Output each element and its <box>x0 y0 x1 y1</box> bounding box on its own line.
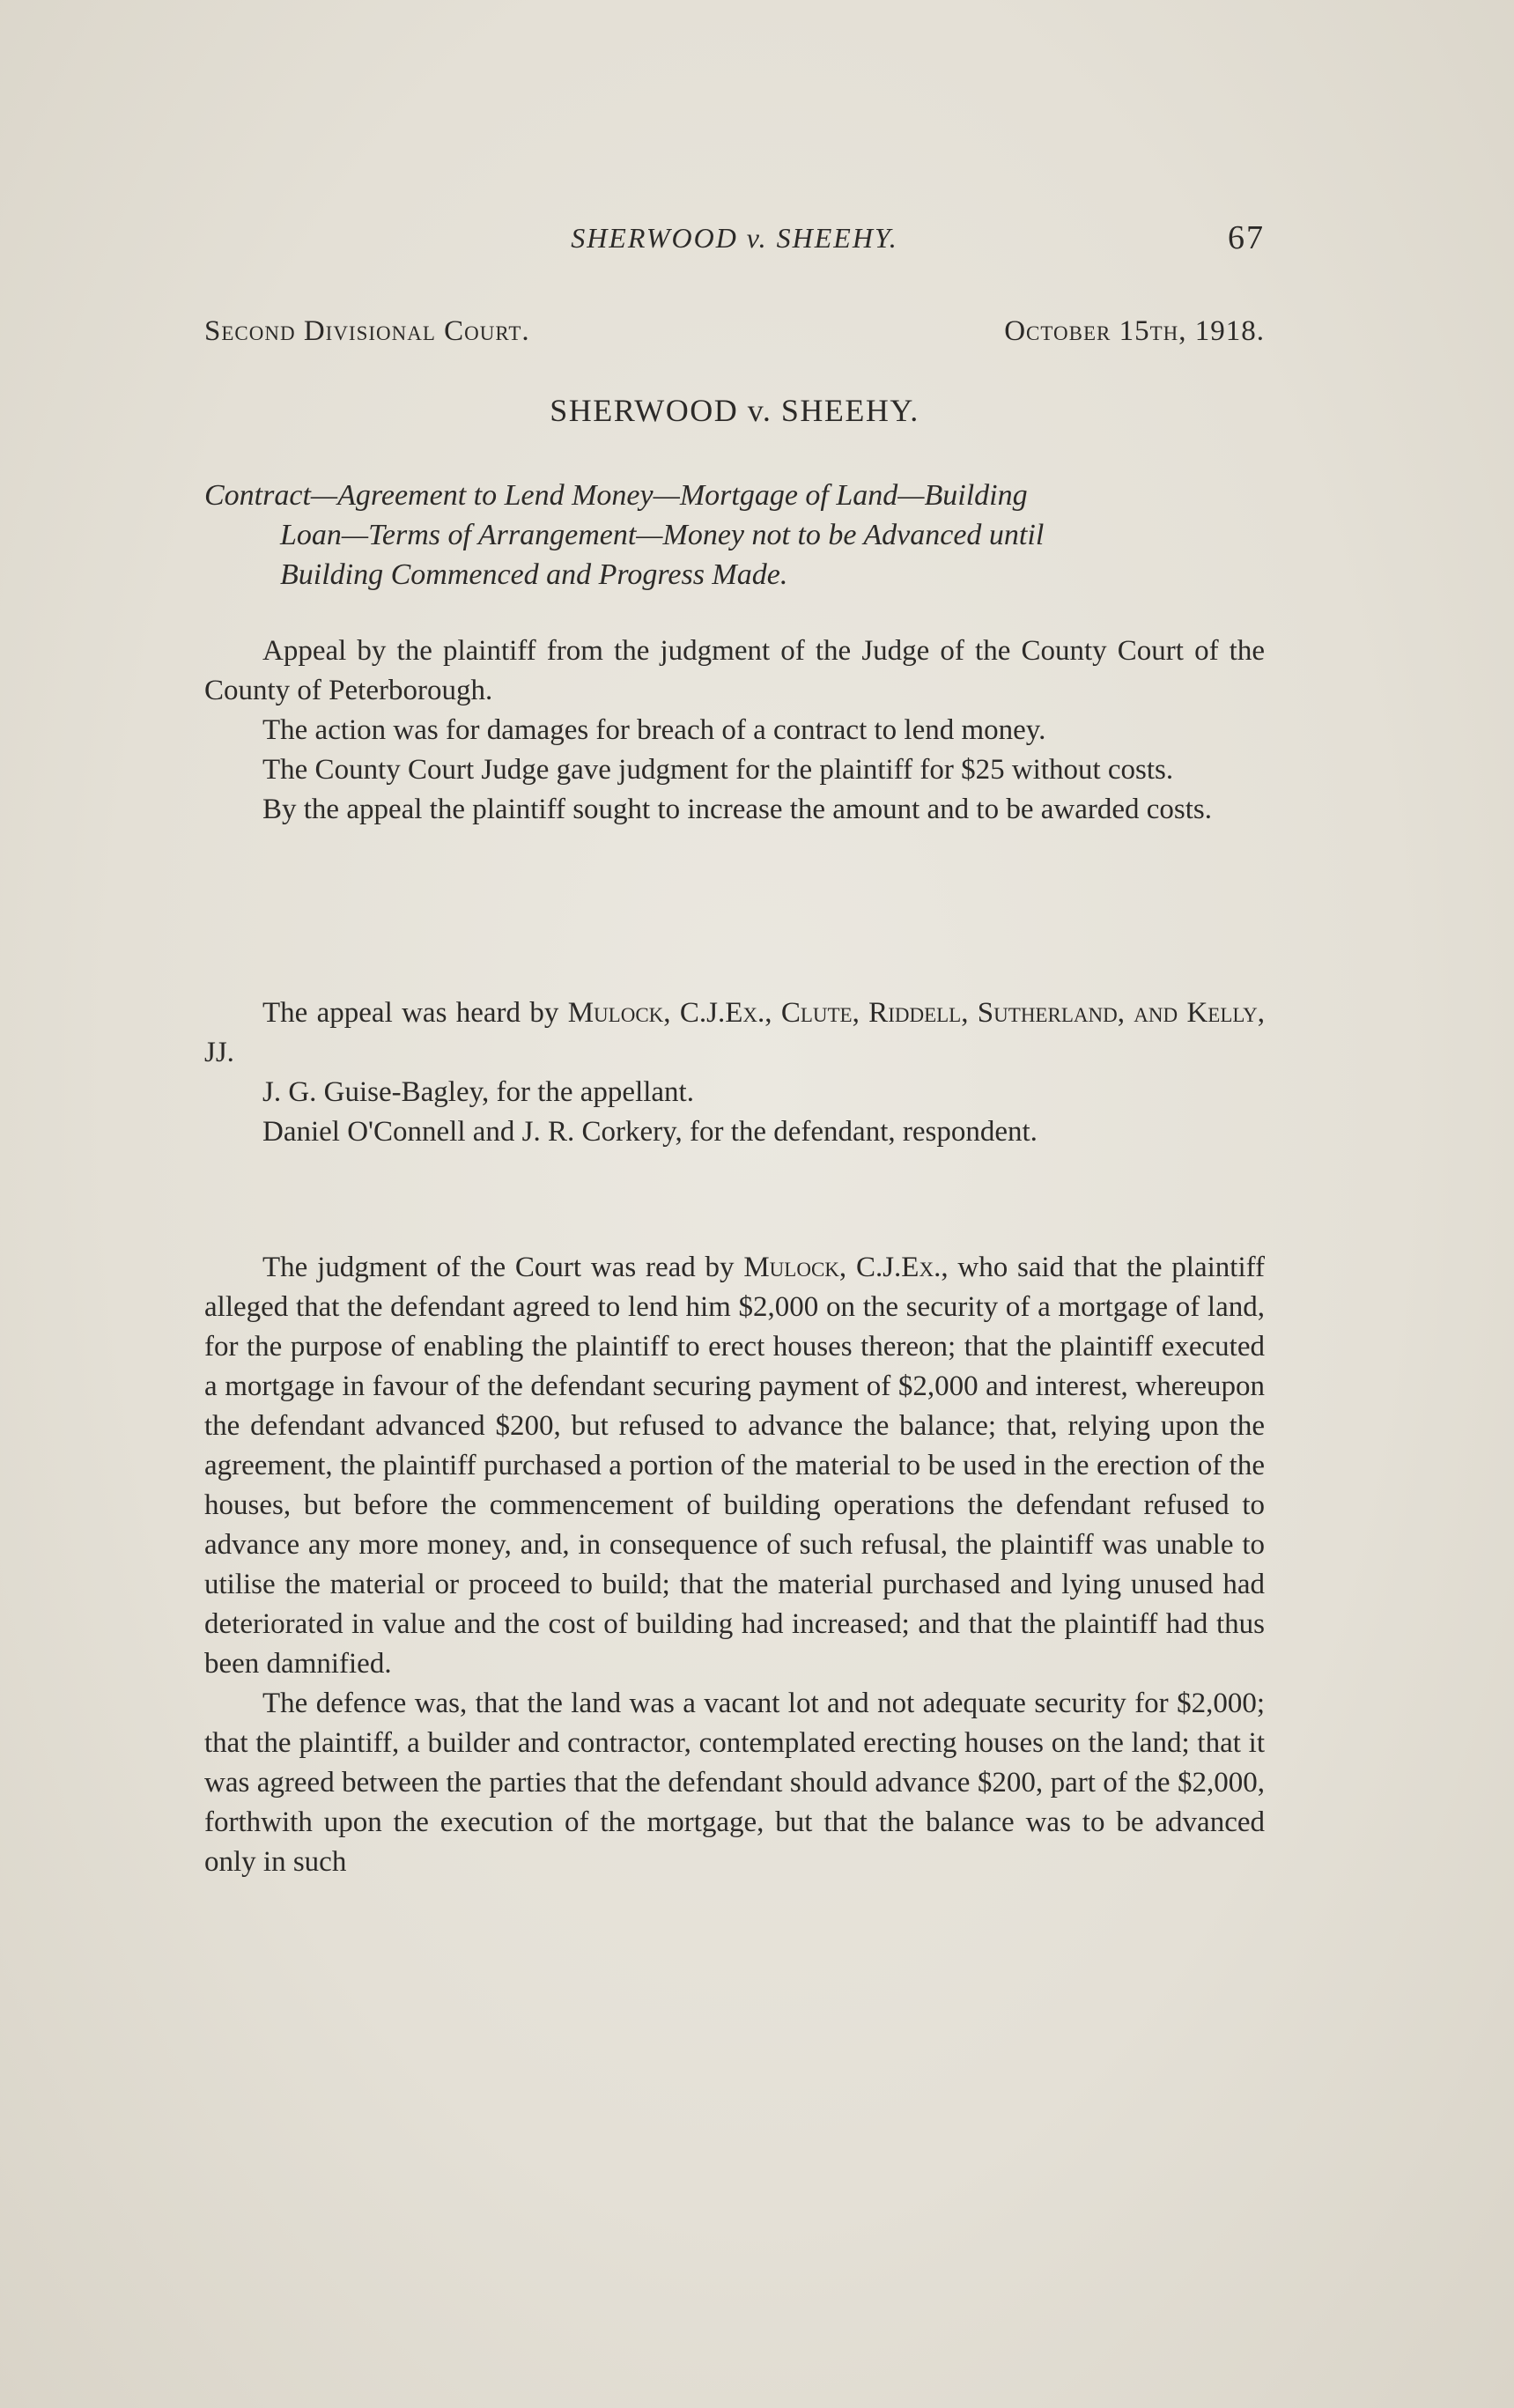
intro-section <box>204 632 1265 830</box>
running-title: SHERWOOD v. SHEEHY. <box>571 222 898 254</box>
appellant-counsel: J. G. Guise-Bagley, for the appellant. <box>262 1076 694 1108</box>
judgment-judge: Mulock, C.J.Ex. <box>743 1252 942 1283</box>
judgment-text: , who said that the plaintiff alleged that the defendant agreed to lend him $2,000 on the security of a mortgage of land, for the purpose of enabling the plaintiff to erect houses thereon; that the plaintiff executed a mortgage in favour of the defendant securing payment of $2,000 and interest, whereupon the defendant advanced $200, but refused to advance the balance; that, relying upon the agreement, the plaintiff purchased a portion of the material to be used in the erection of the houses, but before the commencement of building operations the defendant refused to advance any more money, and, in consequence of such refusal, the plaintiff was unable to utilise the material or proceed to build; that the material purchased and lying unused had deteriorated in value and the cost of building had increased; and that the plaintiff had thus been damnified. <box>204 1252 1266 1680</box>
judgment-prefix: The judgment of the Court was read by <box>262 1252 744 1283</box>
headnote-line: Contract—Agreement to Lend Money—Mortgage of Land—Building <box>204 479 1028 512</box>
headnote-line: Building Commenced and Progress Made. <box>280 558 788 591</box>
hearing-prefix: The appeal was heard by <box>262 997 568 1029</box>
judgment-paragraph <box>204 1248 1265 1684</box>
headnote <box>204 476 1265 595</box>
court-name: Second Divisional Court. <box>204 315 530 347</box>
case-title: SHERWOOD v. SHEEHY. <box>550 393 919 428</box>
page-number: 67 <box>1228 219 1265 256</box>
headnote-line: Loan—Terms of Arrangement—Money not to be Advanced until <box>280 519 1045 551</box>
respondent-counsel: Daniel O'Connell and J. R. Corkery, for the defendant, respondent. <box>262 1116 1038 1148</box>
intro-paragraph: The action was for damages for breach of a contract to lend money. <box>262 714 1046 746</box>
defence-paragraph: The defence was, that the land was a vacant lot and not adequate security for $2,000; that the plaintiff, a builder and contractor, contemplated erecting houses on the land; that it was agreed between the parties that the defendant should advance $200, part of the $2,000, forthwith upon the execution of the mortgage, but that the balance was to be advanced only in such <box>204 1688 1265 1878</box>
decision-date: October 15th, 1918. <box>1004 315 1265 347</box>
judgment-section <box>204 1248 1265 1882</box>
court-date-line <box>204 315 1265 356</box>
hearing-paragraph <box>204 993 1265 1073</box>
hearing-section <box>204 993 1265 1152</box>
intro-paragraph: The County Court Judge gave judgment for the plaintiff for $25 without costs. <box>262 754 1174 786</box>
intro-paragraph: By the appeal the plaintiff sought to increase the amount and to be awarded costs. <box>262 794 1212 825</box>
intro-paragraph: Appeal by the plaintiff from the judgment of the Judge of the County Court of the County of Peterborough. <box>204 635 1265 706</box>
running-head <box>204 219 1265 262</box>
judges-list: Mulock, C.J.Ex., Clute, Riddell, Sutherland, and Kelly, JJ. <box>204 997 1265 1068</box>
